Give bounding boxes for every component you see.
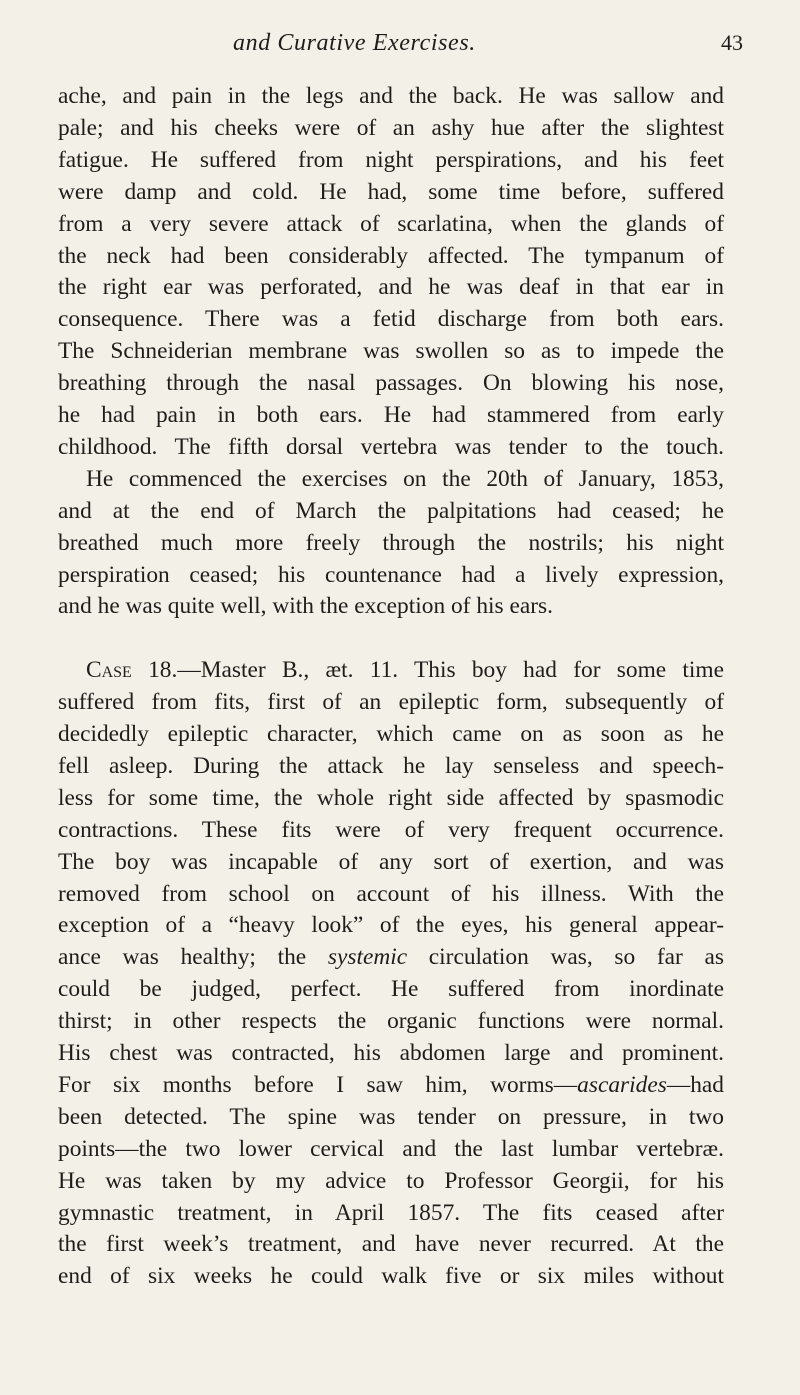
text-line: been detected. The spine was tender on pressure, in two — [58, 1103, 724, 1130]
text-line: His chest was contracted, his abdomen large and prominent. — [58, 1040, 724, 1066]
text-line: ache, and pain in the legs and the back. He was sallow and — [58, 83, 724, 109]
text-line: He was taken by my advice to Professor Georgii, for his — [58, 1167, 724, 1194]
text-line: thirst; in other respects the organic functions were normal. — [58, 1008, 724, 1035]
text-line: consequence. There was a fetid discharge from both ears. — [58, 306, 724, 333]
text-line: The Schneiderian membrane was swollen so as to impede the — [58, 338, 724, 365]
text-line: contractions. These fits were of very frequent occurrence. — [58, 816, 724, 843]
text-line: fell asleep. During the attack he lay senseless and speech- — [58, 752, 724, 779]
case-text: 18.—Master B., æt. 11. This boy had for some time — [131, 657, 724, 684]
case-label: Case — [86, 657, 132, 684]
text-line: perspiration ceased; his countenance had a lively expression, — [58, 561, 724, 588]
text-line: For six months before I saw him, worms—ascarides—had — [58, 1071, 724, 1098]
text-line: from a very severe attack of scarlatina, when the glands of — [58, 210, 724, 237]
text-line: breathing through the nasal passages. On blowing his nose, — [58, 370, 724, 397]
text-line: and at the end of March the palpitations had ceased; he — [58, 497, 724, 524]
text-line: could be judged, perfect. He suffered from inordinate — [58, 976, 724, 1003]
text-line: decidedly epileptic character, which came on as soon as he — [58, 721, 724, 747]
paragraph-gap — [58, 623, 724, 653]
text-line: He commenced the exercises on the 20th of January, 1853, — [86, 465, 724, 492]
text-line: points—the two lower cervical and the last lumbar vertebræ. — [58, 1135, 724, 1162]
text-line: pale; and his cheeks were of an ashy hue after the slightest — [58, 114, 724, 141]
text-line: gymnastic treatment, in April 1857. The fits ceased after — [58, 1199, 724, 1226]
text-line: breathed much more freely through the nostrils; his night — [58, 529, 724, 556]
running-title: and Curative Exercises. — [233, 30, 476, 56]
text-line: childhood. The fifth dorsal vertebra was tender to the touch. — [58, 433, 724, 460]
italic-term: systemic — [327, 944, 408, 971]
text-line: exception of a “heavy look” of the eyes, his general appear- — [58, 912, 724, 939]
italic-term: ascarides — [577, 1071, 667, 1098]
text-line: were damp and cold. He had, some time before, suffered — [58, 178, 724, 205]
text-line: and he was quite well, with the exception of his ears. — [58, 593, 553, 620]
text-line — [86, 655, 724, 685]
text-line: The boy was incapable of any sort of exertion, and was — [58, 848, 724, 875]
text-line: he had pain in both ears. He had stammered from early — [58, 402, 724, 428]
text-line: the first week’s treatment, and have never recurred. At the — [58, 1231, 724, 1258]
text-line: ance was healthy; the systemic circulation was, so far as — [58, 944, 724, 971]
text-line: the neck had been considerably affected. The tympanum of — [58, 242, 724, 269]
text-line: suffered from fits, first of an epileptic form, subsequently of — [58, 689, 724, 716]
text-line: end of six weeks he could walk five or six miles without — [58, 1263, 724, 1290]
running-head — [0, 30, 800, 70]
text-line: fatigue. He suffered from night perspirations, and his feet — [58, 146, 724, 173]
page-number: 43 — [721, 30, 743, 55]
text-line: less for some time, the whole right side affected by spasmodic — [58, 784, 724, 811]
text-line: removed from school on account of his illness. With the — [58, 880, 724, 907]
text-line: the right ear was perforated, and he was deaf in that ear in — [58, 274, 724, 301]
